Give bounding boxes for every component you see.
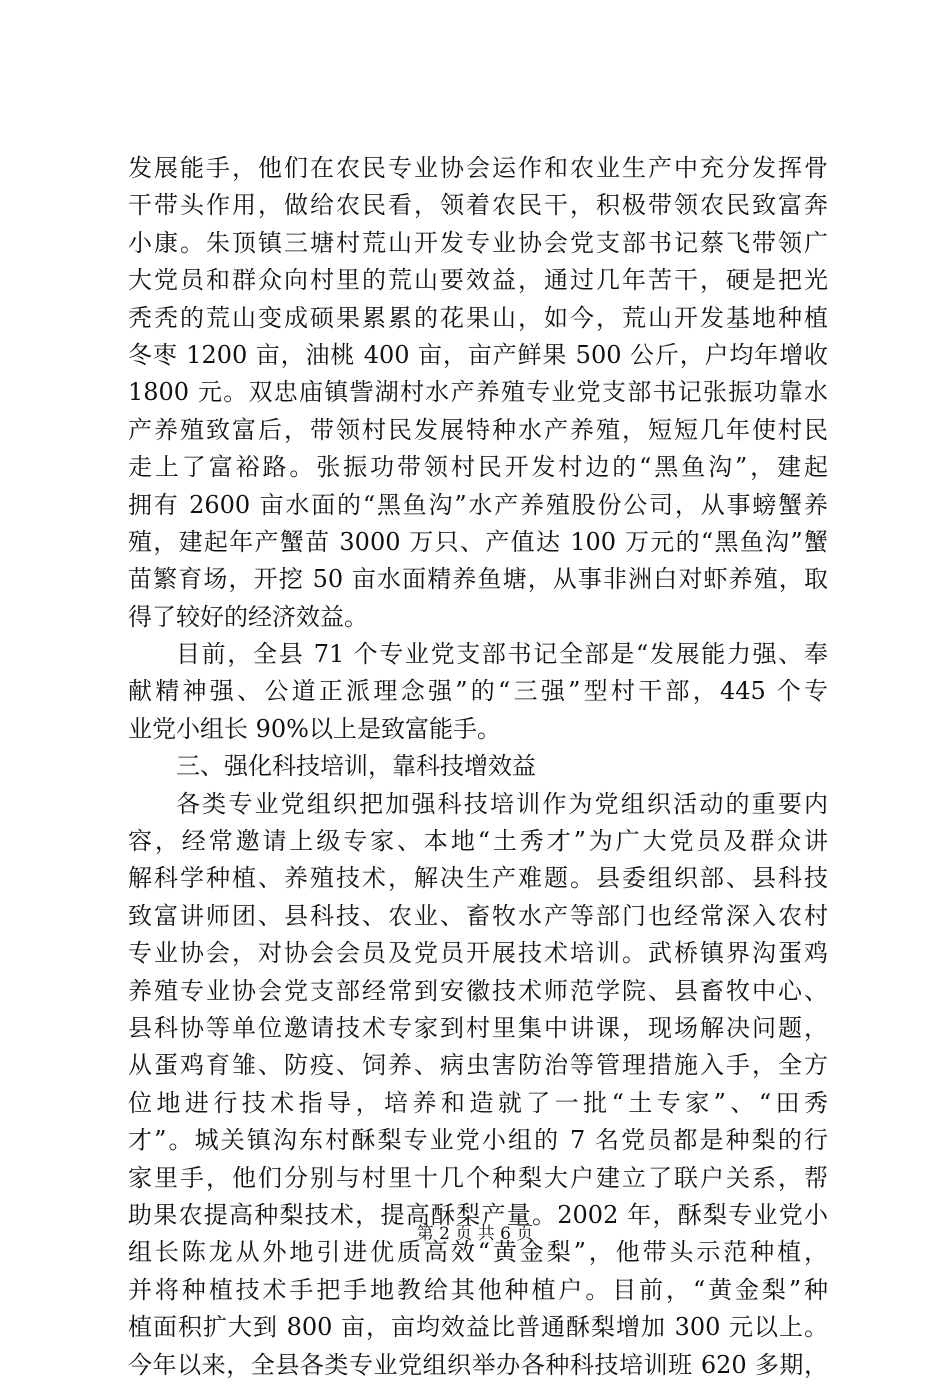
text-line: 产养殖致富后，带领村民发展特种水产养殖，短短几年使村民	[128, 415, 828, 444]
text-line: 秃秃的荒山变成硕果累累的花果山，如今，荒山开发基地种植	[128, 303, 828, 332]
text-line: 目前，全县 71 个专业党支部书记全部是“发展能力强、奉	[176, 640, 828, 669]
text-line: 大党员和群众向村里的荒山要效益，通过几年苦干，硬是把光	[128, 266, 828, 295]
text-line: 并将种植技术手把手地教给其他种植户。目前，“黄金梨”种	[128, 1275, 828, 1304]
text-line: 才”。城关镇沟东村酥梨专业党小组的 7 名党员都是种梨的行	[128, 1126, 828, 1155]
text-line: 县科协等单位邀请技术专家到村里集中讲课，现场解决问题，	[128, 1013, 828, 1042]
text-line: 冬枣 1200 亩，油桃 400 亩，亩产鲜果 500 公斤，户均年增收	[128, 340, 828, 369]
text-line: 小康。朱顶镇三塘村荒山开发专业协会党支部书记蔡飞带领广	[128, 228, 828, 257]
text-line: 献精神强、公道正派理念强”的“三强”型村干部，445 个专	[128, 677, 828, 706]
page-number-footer: 第 2 页 共 6 页	[416, 1224, 534, 1244]
text-line: 今年以来，全县各类专业党组织举办各种科技培训班 620 多期，	[128, 1350, 828, 1379]
text-line: 各类专业党组织把加强科技培训作为党组织活动的重要内	[176, 789, 828, 818]
text-line: 从蛋鸡育雏、防疫、饲养、病虫害防治等管理措施入手，全方	[128, 1051, 828, 1080]
text-line: 养殖专业协会党支部经常到安徽技术师范学院、县畜牧中心、	[128, 976, 828, 1005]
text-line: 苗繁育场，开挖 50 亩水面精养鱼塘，从事非洲白对虾养殖，取	[128, 565, 828, 594]
text-line: 组长陈龙从外地引进优质高效“黄金梨”，他带头示范种植，	[128, 1238, 828, 1267]
text-line: 走上了富裕路。张振功带领村民开发村边的“黑鱼沟”，建起	[128, 453, 828, 482]
text-line: 发展能手，他们在农民专业协会运作和农业生产中充分发挥骨	[128, 154, 828, 182]
text-line: 干带头作用，做给农民看，领着农民干，积极带领农民致富奔	[128, 191, 828, 220]
text-line: 拥有 2600 亩水面的“黑鱼沟”水产养殖股份公司，从事螃蟹养	[128, 490, 828, 519]
text-line: 殖，建起年产蟹苗 3000 万只、产值达 100 万元的“黑鱼沟”蟹	[128, 527, 828, 556]
text-line: 致富讲师团、县科技、农业、畜牧水产等部门也经常深入农村	[128, 901, 828, 930]
text-line: 专业协会，对协会会员及党员开展技术培训。武桥镇界沟蛋鸡	[128, 939, 828, 968]
text-line: 1800 元。双忠庙镇訾湖村水产养殖专业党支部书记张振功靠水	[128, 378, 828, 407]
text-line: 位地进行技术指导，培养和造就了一批“土专家”、“田秀	[128, 1088, 828, 1117]
text-line: 三、强化科技培训，靠科技增效益	[176, 752, 536, 781]
text-line: 得了较好的经济效益。	[128, 602, 368, 631]
text-line: 业党小组长 90%以上是致富能手。	[128, 714, 501, 743]
document-body	[128, 150, 828, 1384]
text-line: 家里手，他们分别与村里十几个种梨大户建立了联户关系，帮	[128, 1163, 828, 1192]
text-line: 解科学种植、养殖技术，解决生产难题。县委组织部、县科技	[128, 864, 828, 893]
text-line: 助果农提高种梨技术，提高酥梨产量。2002 年，酥梨专业党小	[128, 1200, 828, 1229]
text-line: 植面积扩大到 800 亩，亩均效益比普通酥梨增加 300 元以上。	[128, 1313, 828, 1342]
text-line: 容，经常邀请上级专家、本地“土秀才”为广大党员及群众讲	[128, 827, 828, 856]
